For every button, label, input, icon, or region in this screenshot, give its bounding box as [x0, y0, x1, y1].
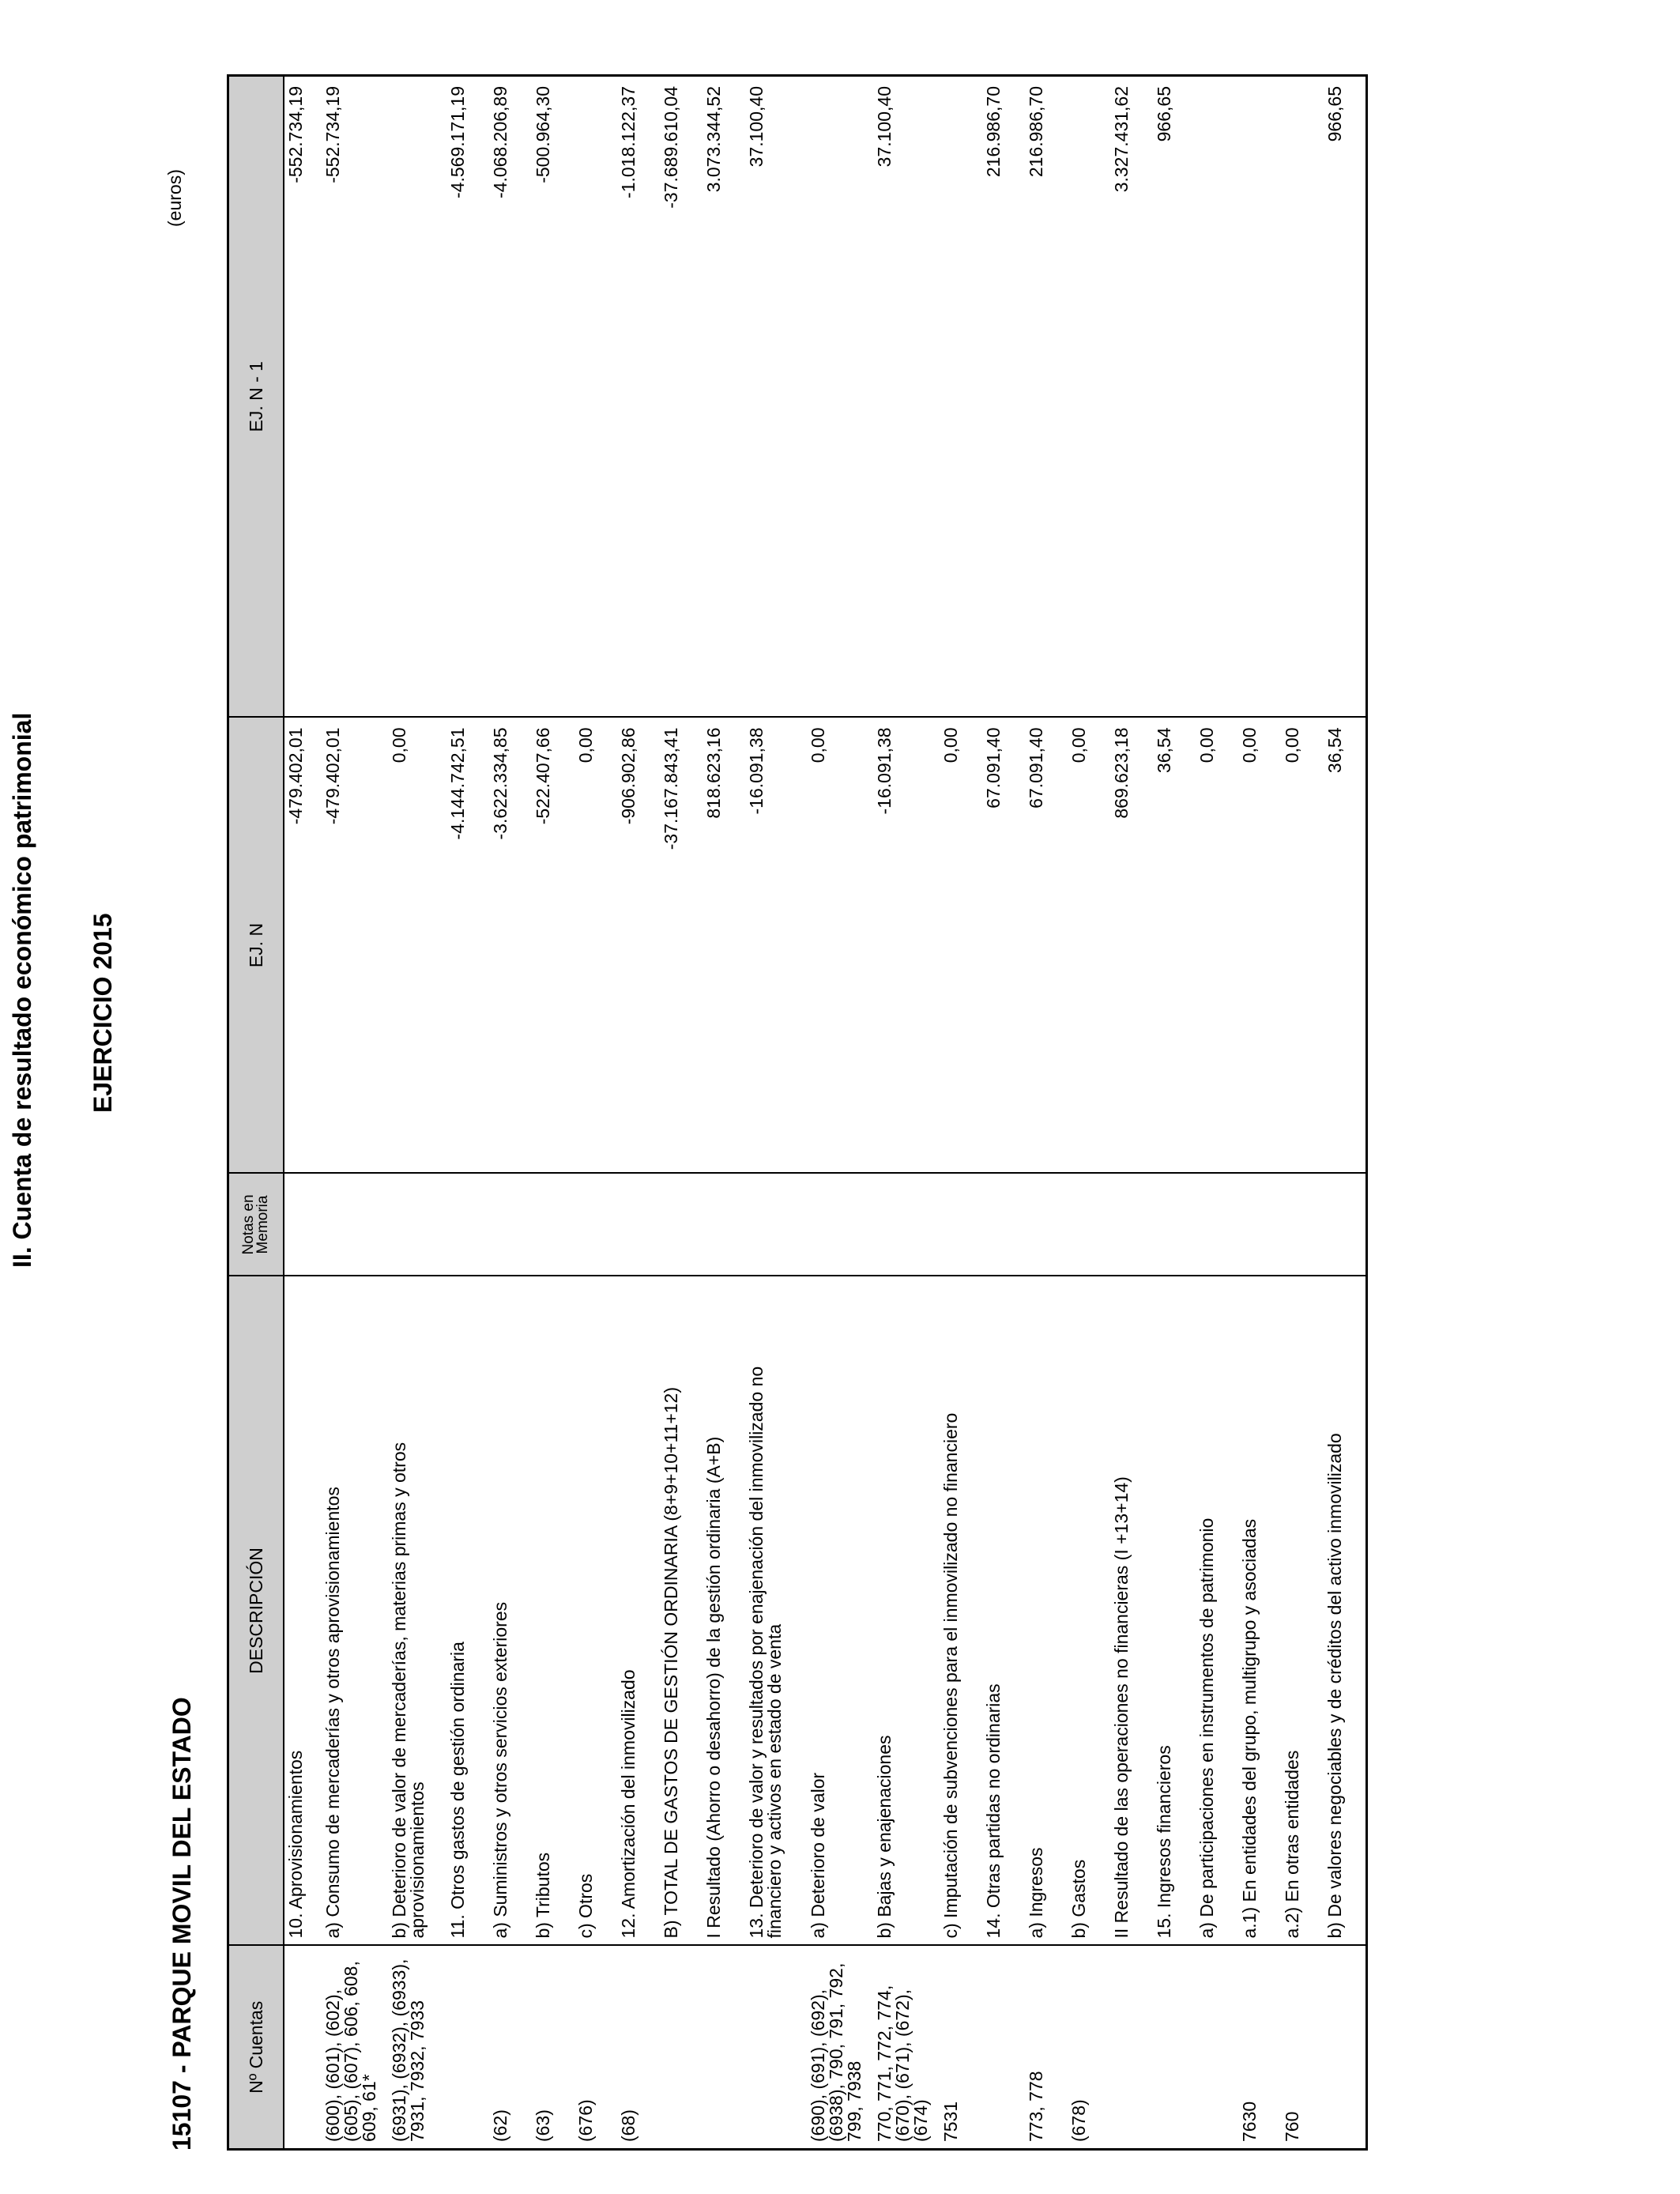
current-year-amount: -16.091,38: [745, 718, 807, 1174]
notes-cell: [940, 1174, 982, 1276]
notes-cell: [1068, 1174, 1110, 1276]
table-row: [388, 76, 446, 2150]
fiscal-year-heading: EJERCICIO 2015: [89, 913, 117, 1113]
description-cell: a) Suministros y otros servicios exteriores: [489, 1276, 532, 1946]
description-cell: I Resultado (Ahorro o desahorro) de la gestión ordinaria (A+B): [703, 1276, 745, 1946]
table-row: [1110, 76, 1153, 2150]
account-codes-cell: 7531: [940, 1946, 982, 2150]
prior-year-amount: 966,65: [1153, 76, 1196, 718]
table-row: [1281, 76, 1324, 2150]
prior-year-amount: 216.986,70: [982, 76, 1025, 718]
prior-year-amount: -500.964,30: [532, 76, 574, 718]
account-codes-cell: (676): [574, 1946, 617, 2150]
notes-cell: [617, 1174, 660, 1276]
prior-year-amount: [1196, 76, 1238, 718]
notes-cell: [1324, 1174, 1366, 1276]
description-cell: a) Ingresos: [1025, 1276, 1068, 1946]
current-year-amount: -37.167.843,41: [660, 718, 703, 1174]
notes-cell: [322, 1174, 388, 1276]
current-year-amount: -4.144.742,51: [446, 718, 489, 1174]
account-codes-cell: [284, 1946, 322, 2150]
prior-year-amount: [940, 76, 982, 718]
table-row: [446, 76, 489, 2150]
current-year-amount: 0,00: [574, 718, 617, 1174]
prior-year-amount: 37.100,40: [745, 76, 807, 718]
description-cell: 10. Aprovisionamientos: [284, 1276, 322, 1946]
current-year-amount: 0,00: [1238, 718, 1281, 1174]
description-cell: a) De participaciones en instrumentos de patrimonio: [1196, 1276, 1238, 1946]
current-year-amount: 0,00: [388, 718, 446, 1174]
prior-year-amount: -4.068.206,89: [489, 76, 532, 718]
notes-cell: [446, 1174, 489, 1276]
prior-year-amount: [388, 76, 446, 718]
account-codes-cell: (6931), (6932), (6933), 7931, 7932, 7933: [388, 1946, 446, 2150]
table-row: [1238, 76, 1281, 2150]
description-cell: 14. Otras partidas no ordinarias: [982, 1276, 1025, 1946]
prior-year-amount: -4.569.171,19: [446, 76, 489, 718]
table-row: [703, 76, 745, 2150]
account-codes-cell: [1110, 1946, 1153, 2150]
header-cuentas: Nº Cuentas: [228, 1946, 284, 2150]
description-cell: a.1) En entidades del grupo, multigrupo y asociadas: [1238, 1276, 1281, 1946]
table-row: [284, 76, 322, 2150]
notes-cell: [660, 1174, 703, 1276]
table-header-row: [228, 76, 284, 2150]
prior-year-amount: -552.734,19: [322, 76, 388, 718]
description-cell: 15. Ingresos financieros: [1153, 1276, 1196, 1946]
notes-cell: [532, 1174, 574, 1276]
account-codes-cell: [1196, 1946, 1238, 2150]
prior-year-amount: 216.986,70: [1025, 76, 1068, 718]
account-codes-cell: (690), (691), (692), (6938), 790, 791, 792, 799, 7938: [807, 1946, 873, 2150]
income-statement-table: [227, 74, 1368, 2151]
table-row: [807, 76, 873, 2150]
notes-cell: [1281, 1174, 1324, 1276]
account-codes-cell: (600), (601), (602), (605), (607), 606, 608, 609, 61*: [322, 1946, 388, 2150]
description-cell: a) Deterioro de valor: [807, 1276, 873, 1946]
notes-cell: [807, 1174, 873, 1276]
current-year-amount: 0,00: [1068, 718, 1110, 1174]
table-row: [982, 76, 1025, 2150]
report-title: II. Cuenta de resultado económico patrimonial: [8, 712, 36, 1268]
account-codes-cell: (62): [489, 1946, 532, 2150]
current-year-amount: -906.902,86: [617, 718, 660, 1174]
account-codes-cell: [660, 1946, 703, 2150]
account-codes-cell: [446, 1946, 489, 2150]
account-codes-cell: 770, 771, 772, 774, (670), (671), (672), (674): [873, 1946, 940, 2150]
prior-year-amount: -552.734,19: [284, 76, 322, 718]
prior-year-amount: [574, 76, 617, 718]
description-cell: 13. Deterioro de valor y resultados por enajenación del inmovilizado no financiero y activos en estado de venta: [745, 1276, 807, 1946]
account-codes-cell: 773, 778: [1025, 1946, 1068, 2150]
description-cell: 12. Amortización del inmovilizado: [617, 1276, 660, 1946]
description-cell: a.2) En otras entidades: [1281, 1276, 1324, 1946]
prior-year-amount: [1281, 76, 1324, 718]
table-row: [940, 76, 982, 2150]
current-year-amount: 0,00: [1196, 718, 1238, 1174]
prior-year-amount: -1.018.122,37: [617, 76, 660, 718]
notes-cell: [1110, 1174, 1153, 1276]
table-row: [1196, 76, 1238, 2150]
prior-year-amount: 37.100,40: [873, 76, 940, 718]
prior-year-amount: [807, 76, 873, 718]
notes-cell: [388, 1174, 446, 1276]
currency-units: (euros): [164, 169, 185, 227]
notes-cell: [1153, 1174, 1196, 1276]
table-row: [1025, 76, 1068, 2150]
account-codes-cell: (678): [1068, 1946, 1110, 2150]
notes-cell: [489, 1174, 532, 1276]
table-row: [322, 76, 388, 2150]
description-cell: c) Otros: [574, 1276, 617, 1946]
header-ej-n-1: EJ. N - 1: [228, 76, 284, 718]
description-cell: a) Consumo de mercaderías y otros aprovisionamientos: [322, 1276, 388, 1946]
table-body: [284, 76, 1366, 2150]
account-codes-cell: [745, 1946, 807, 2150]
notes-cell: [574, 1174, 617, 1276]
table-row: [660, 76, 703, 2150]
current-year-amount: -522.407,66: [532, 718, 574, 1174]
table-row: [745, 76, 807, 2150]
prior-year-amount: 966,65: [1324, 76, 1366, 718]
description-cell: b) Bajas y enajenaciones: [873, 1276, 940, 1946]
description-cell: b) Gastos: [1068, 1276, 1110, 1946]
header-ej-n: EJ. N: [228, 718, 284, 1174]
notes-cell: [284, 1174, 322, 1276]
description-cell: b) Deterioro de valor de mercaderías, materias primas y otros aprovisionamientos: [388, 1276, 446, 1946]
table-row: [1153, 76, 1196, 2150]
notes-cell: [982, 1174, 1025, 1276]
account-codes-cell: [982, 1946, 1025, 2150]
notes-cell: [745, 1174, 807, 1276]
description-cell: b) Tributos: [532, 1276, 574, 1946]
account-codes-cell: (63): [532, 1946, 574, 2150]
current-year-amount: 67.091,40: [1025, 718, 1068, 1174]
prior-year-amount: [1238, 76, 1281, 718]
table-row: [617, 76, 660, 2150]
account-codes-cell: 760: [1281, 1946, 1324, 2150]
account-codes-cell: (68): [617, 1946, 660, 2150]
prior-year-amount: 3.327.431,62: [1110, 76, 1153, 718]
notes-cell: [873, 1174, 940, 1276]
current-year-amount: -479.402,01: [284, 718, 322, 1174]
description-cell: c) Imputación de subvenciones para el inmovilizado no financiero: [940, 1276, 982, 1946]
description-cell: 11. Otros gastos de gestión ordinaria: [446, 1276, 489, 1946]
current-year-amount: 67.091,40: [982, 718, 1025, 1174]
notes-cell: [1025, 1174, 1068, 1276]
current-year-amount: 0,00: [940, 718, 982, 1174]
notes-cell: [1196, 1174, 1238, 1276]
header-descripcion: DESCRIPCIÓN: [228, 1276, 284, 1946]
table-row: [574, 76, 617, 2150]
table-row: [1324, 76, 1366, 2150]
description-cell: II Resultado de las operaciones no financieras (I +13+14): [1110, 1276, 1153, 1946]
account-codes-cell: 7630: [1238, 1946, 1281, 2150]
current-year-amount: 0,00: [1281, 718, 1324, 1174]
prior-year-amount: -37.689.610,04: [660, 76, 703, 718]
current-year-amount: 36,54: [1153, 718, 1196, 1174]
header-notas: Notas en Memoria: [228, 1174, 284, 1276]
account-codes-cell: [1153, 1946, 1196, 2150]
notes-cell: [703, 1174, 745, 1276]
description-cell: b) De valores negociables y de créditos del activo inmovilizado: [1324, 1276, 1366, 1946]
current-year-amount: -3.622.334,85: [489, 718, 532, 1174]
account-codes-cell: [1324, 1946, 1366, 2150]
table-row: [489, 76, 532, 2150]
current-year-amount: 36,54: [1324, 718, 1366, 1174]
current-year-amount: 818.623,16: [703, 718, 745, 1174]
current-year-amount: 869.623,18: [1110, 718, 1153, 1174]
current-year-amount: -479.402,01: [322, 718, 388, 1174]
description-cell: B) TOTAL DE GASTOS DE GESTIÓN ORDINARIA (8+9+10+11+12): [660, 1276, 703, 1946]
notes-cell: [1238, 1174, 1281, 1276]
prior-year-amount: 3.073.344,52: [703, 76, 745, 718]
table-row: [532, 76, 574, 2150]
table-row: [873, 76, 940, 2150]
account-codes-cell: [703, 1946, 745, 2150]
prior-year-amount: [1068, 76, 1110, 718]
current-year-amount: 0,00: [807, 718, 873, 1174]
current-year-amount: -16.091,38: [873, 718, 940, 1174]
table-row: [1068, 76, 1110, 2150]
entity-name: 15107 - PARQUE MOVIL DEL ESTADO: [168, 1697, 196, 2151]
